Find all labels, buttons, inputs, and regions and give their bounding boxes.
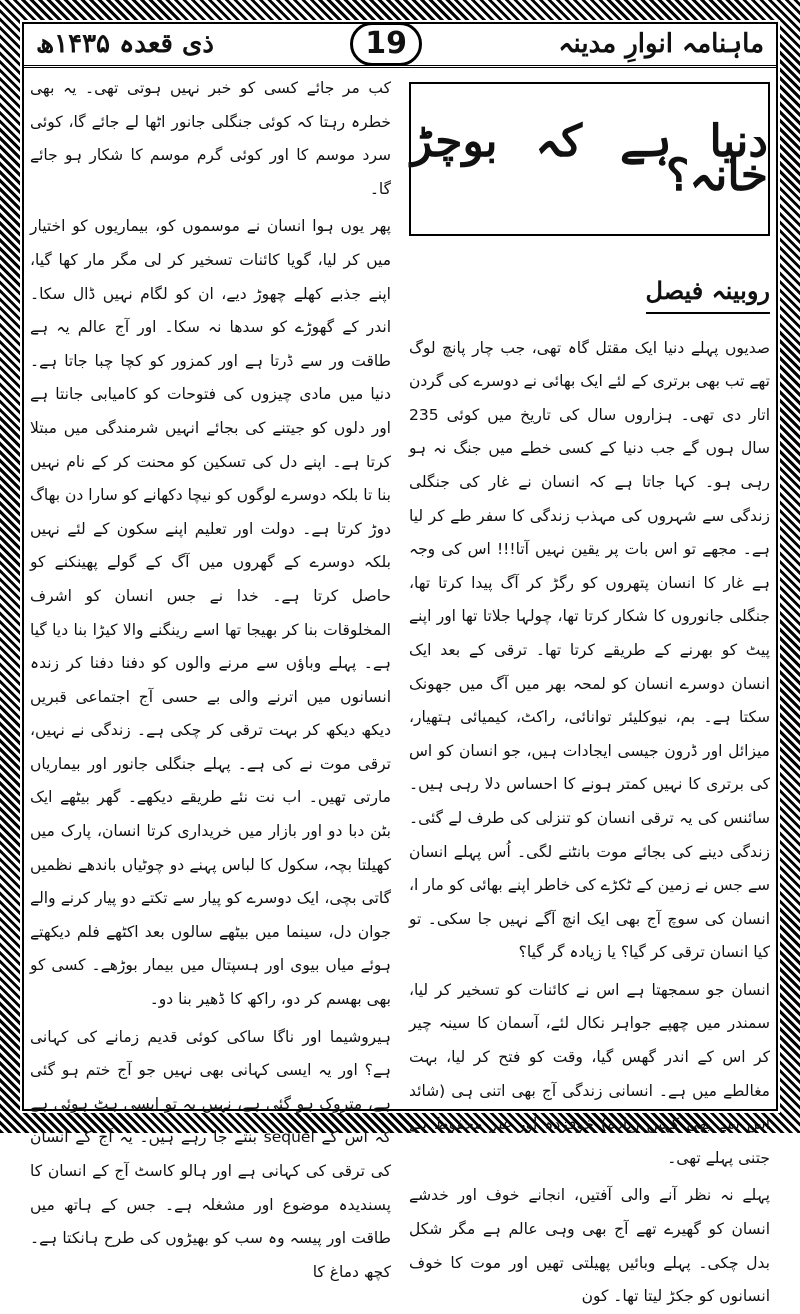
article-title: دنیا ہے کہ بوچڑ خانہ؟ (411, 116, 768, 201)
author-name: روبینہ فیصل (646, 274, 770, 314)
magazine-name: ماہنامہ انوارِ مدینہ (558, 28, 764, 59)
left-column (30, 72, 392, 1281)
paragraph: ہیروشیما اور ناگا ساکی کوئی قدیم زمانے کی کہانی ہے؟ اور یہ ایسی کہانی بھی نہیں جو آج ختم ہو گئی ہے، متروک ہو گئی ہے، نہیں یہ تو ایسی ہٹ ہوئی ہے کہ اس کے sequel بنتے جا رہے ہیں۔ یہ آج کے انسان کی ترقی کی کہانی ہے اور ہالو کاسٹ آج کے انسان کا پسندیدہ موضوع اور مشغلہ ہے۔ جس کے ہاتھ میں طاقت اور پیسہ وہ سب کو بھیڑوں کی طرح ہانکتا ہے۔ کچھ دماغ کا (30, 1027, 392, 1281)
paragraph: پہلے نہ نظر آنے والی آفتیں، انجانے خوف اور خدشے انسان کو گھیرے تھے آج بھی وہی عالم ہے مگر شکل بدل چکی۔ پہلے وبائیں پھیلتی تھیں اور موت کا خوف انسانوں کو جکڑ لیتا تھا۔ کون (409, 1186, 770, 1306)
paragraph: پھر یوں ہوا انسان نے موسموں کو، بیماریوں کو اختیار میں کر لیا، گویا کائنات تسخیر کر لی مگر مار کھا گیا، اپنے جذبے کھلے چھوڑ دیے، ان کو لگام نہیں ڈال سکا۔ اندر کے گھوڑے کو سدھا نہ سکا۔ اور آج عالم یہ ہے طاقت ور سے ڈرتا ہے اور کمزور کو کچا چبا جاتا ہے۔ دنیا میں مادی چیزوں کی فتوحات کو کامیابی جانتا ہے اور دلوں کو جیتنے کی بجائے انہیں شرمندگی میں مبتلا کرتا ہے۔ اپنے دل کی تسکین کو محنت کر کے نام نہیں بنا تا بلکہ دوسرے لوگوں کو نیچا دکھانے کو سارا دن بھاگ دوڑ کرتا ہے۔ دولت اور تعلیم اپنے سکون کے لئے نہیں بلکہ دوسرے کے گھروں میں آگ کے گولے پھینکنے کو حاصل کرتا ہے۔ خدا نے جس انسان کو اشرف المخلوقات بنا کر بھیجا تھا اسے رینگنے والا کیڑا بنا دیا گیا ہے۔ پہلے وباؤں سے مرنے والوں کو دفنا دفنا کر زندہ انسانوں میں اترنے والی بے حسی آج اجتماعی قبریں دیکھ دیکھ کر بہت ترقی کر چکی ہے۔ زندگی نے نہیں، ترقی موت نے کی ہے۔ پہلے جنگلی جانور اور بیماریاں مارتی تھیں۔ اب نت نئے طریقے دیکھے۔ گھر بیٹھے ایک بٹن دبا دو اور بازار میں خریداری کرتا انسان، پارک میں کھیلتا بچہ، سکول کا لباس پہنے دو چوٹیاں باندھے نظمیں گاتی بچی، ایک دوسرے کو پیار سے تکتے دو پیار کرنے والے جوان دل، سینما میں بیٹھے سالوں بعد اکٹھے فلم دیکھتے ہوئے میاں بیوی اور ہسپتال میں بیمار بوڑھے۔ کسی کو بھی بھسم کر دو، راکھ کا ڈھیر بنا دو۔ (30, 217, 391, 1009)
paragraph: انسان جو سمجھتا ہے اس نے کائنات کو تسخیر کر لیا، سمندر میں چھپے جواہر نکال لئے، آسمان کا سینہ چیر کر اس کے اندر گھس گیا، وقت کو فتح کر لیا، بہت مغالطے میں ہے۔ انسانی زندگی آج بھی اتنی ہی (شائد اس سے بھی کہیں زیادہ) خوفزدہ اور غیر محفوظ ہے جتنی پہلے تھی۔ (409, 980, 770, 1167)
issue-date: ذی قعدہ ۱۴۳۵ھ (36, 28, 214, 59)
title-box (409, 82, 770, 236)
page-header (24, 22, 776, 68)
page-number: 19 (350, 22, 422, 66)
paragraph: صدیوں پہلے دنیا ایک مقتل گاہ تھی، جب چار پانچ لوگ تھے تب بھی برتری کے لئے ایک بھائی نے دوسرے کی گردن اتار دی تھی۔ ہزاروں سال کی تاریخ میں کوئی 235 سال ہوں گے جب دنیا کے کسی خطے میں جنگ نہ ہو رہی ہو۔ کہا جاتا ہے کہ انسان نے غار کی جنگلی زندگی سے شہروں کی مہذب زندگی کا سفر طے کر لیا ہے۔ مجھے تو اس بات پر یقین نہیں آتا!!! اس کی وجہ ہے غار کا انسان پتھروں کو رگڑ کر آگ پیدا کرتا تھا، جنگلی جانوروں کا شکار کرتا تھا، چولہا جلاتا تھا اور اپنے پیٹ کو بھرنے کے طریقے کرتا تھا۔ ترقی کے بعد ایک انسان دوسرے انسان کو لمحہ بھر میں آگ میں جھونک سکتا ہے۔ بم، نیوکلیئر توانائی، راکٹ، کیمیائی ہتھیار، میزائل اور ڈرون جیسی ایجادات ہیں، جو انسان کو اس کی برتری کا نہیں کمتر ہونے کا احساس دلا رہی ہیں۔ سائنس کی یہ ترقی انسان کو تنزلی کی طرف لے گئی۔ زندگی دینے کی بجائے موت بانٹنے لگی۔ اُس پہلے انسان سے جس نے زمین کے ٹکڑے کی خاطر اپنے بھائی کو مار ا، انسان کی سوچ آج بھی ایک انچ آگے نہیں جا سکی۔ تو کیا انسان ترقی کر گیا؟ یا زیادہ گر گیا؟ (409, 338, 770, 962)
right-column (409, 72, 770, 1306)
paragraph: کب مر جائے کسی کو خبر نہیں ہوتی تھی۔ یہ بھی خطرہ رہتا کہ کوئی جنگلی جانور اٹھا لے جائے گا، کوئی سرد موسم کا اور کوئی گرم موسم کا شکار ہو جائے گا۔ (30, 79, 391, 198)
article-body (30, 72, 770, 1306)
